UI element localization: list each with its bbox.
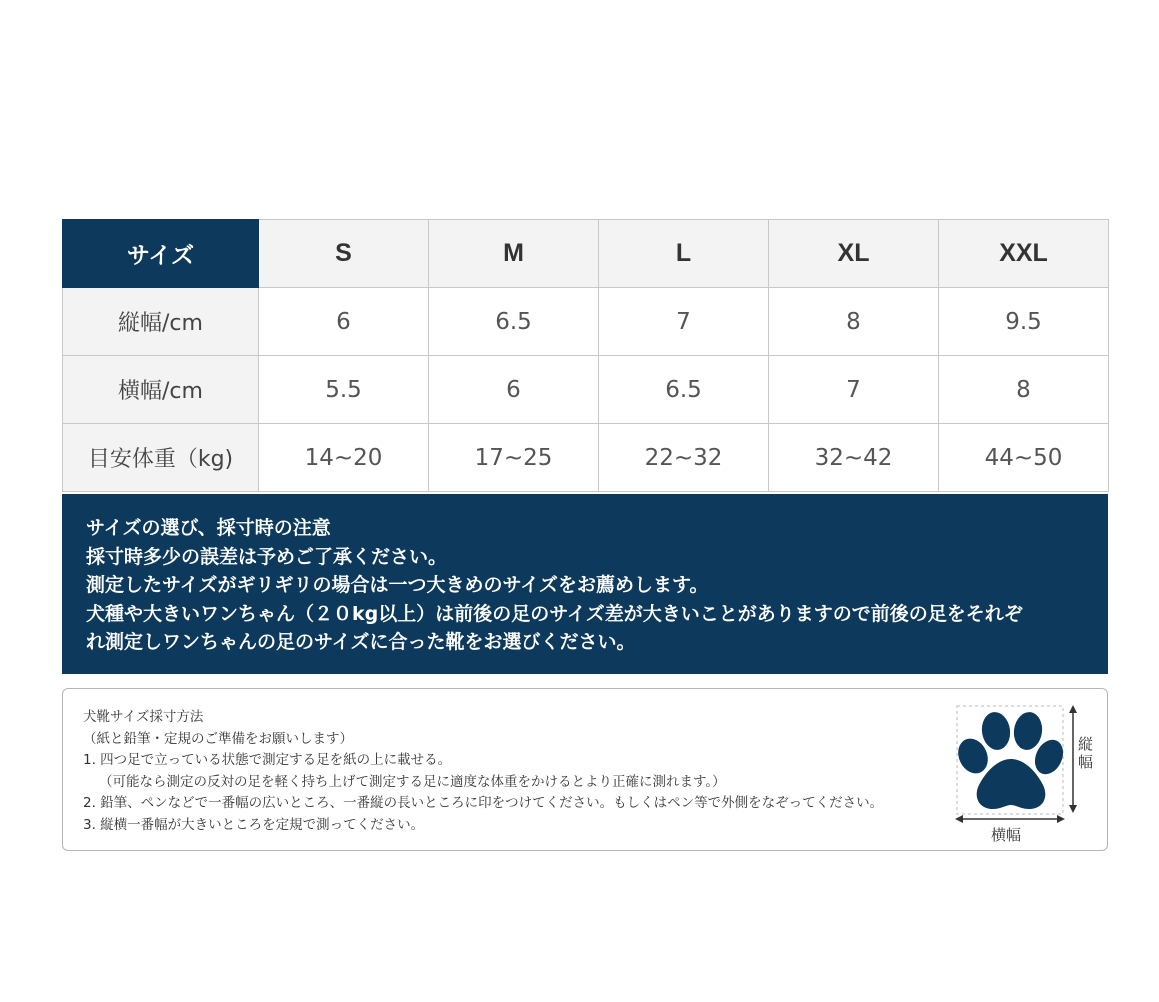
table-cell: 8 <box>939 356 1109 424</box>
table-cell: 7 <box>769 356 939 424</box>
table-cell: 6 <box>259 288 429 356</box>
paw-measure-diagram <box>943 701 1103 847</box>
notes-line: れ測定しワンちゃんの足のサイズに合った靴をお選びください。 <box>86 631 636 653</box>
howto-step-1: 1. 四つ足で立っている状態で測定する足を紙の上に載せる。 <box>83 752 452 768</box>
notes-line: 採寸時多少の誤差は予めご了承ください。 <box>86 545 448 568</box>
width-row <box>63 356 1109 424</box>
length-dimension-label: 縦幅 <box>1076 736 1094 772</box>
table-cell: 22~32 <box>599 424 769 492</box>
table-cell: 44~50 <box>939 424 1109 492</box>
table-cell: 6 <box>429 356 599 424</box>
size-chart-table <box>62 219 1109 492</box>
measuring-method-panel <box>62 688 1108 851</box>
row-label-width: 横幅/cm <box>63 356 259 424</box>
howto-title: 犬靴サイズ採寸方法 <box>83 709 204 725</box>
notes-line: 犬種や大きいワンちゃん（２０kg以上）は前後の足のサイズ差が大きいことがありますので前後の足をそれぞ <box>86 602 1023 625</box>
size-header-label: サイズ <box>63 220 259 288</box>
length-row <box>63 288 1109 356</box>
howto-step-3: 3. 縦横一番幅が大きいところを定規で測ってください。 <box>83 816 425 833</box>
size-header-xl: XL <box>769 220 939 288</box>
size-header-m: M <box>429 220 599 288</box>
table-cell: 9.5 <box>939 288 1109 356</box>
sizing-notes-banner <box>62 494 1108 674</box>
howto-step-1-note: （可能なら測定の反対の足を軽く持ち上げて測定する足に適度な体重をかけるとより正確に測れます。） <box>99 773 726 790</box>
table-cell: 8 <box>769 288 939 356</box>
notes-line: 測定したサイズがギリギリの場合は一つ大きめのサイズをお薦めします。 <box>86 574 709 596</box>
table-cell: 14~20 <box>259 424 429 492</box>
weight-row <box>63 424 1109 492</box>
paw-print-icon <box>943 701 1103 847</box>
table-cell: 32~42 <box>769 424 939 492</box>
size-header-row <box>63 220 1109 288</box>
size-header-s: S <box>259 220 429 288</box>
row-label-weight: 目安体重（kg) <box>63 424 259 492</box>
table-cell: 6.5 <box>599 356 769 424</box>
howto-step-2: 2. 鉛筆、ペンなどで一番幅の広いところ、一番縦の長いところに印をつけてください。もしくはペン等で外側をなぞってください。 <box>83 795 884 811</box>
howto-subtitle: （紙と鉛筆・定規のご準備をお願いします） <box>83 730 353 747</box>
table-cell: 7 <box>599 288 769 356</box>
measuring-instructions <box>83 707 883 836</box>
table-cell: 6.5 <box>429 288 599 356</box>
size-header-l: L <box>599 220 769 288</box>
size-header-xxl: XXL <box>939 220 1109 288</box>
width-dimension-label: 横幅 <box>991 826 1022 844</box>
table-cell: 5.5 <box>259 356 429 424</box>
notes-heading: サイズの選び、採寸時の注意 <box>86 517 331 539</box>
row-label-length: 縦幅/cm <box>63 288 259 356</box>
table-cell: 17~25 <box>429 424 599 492</box>
